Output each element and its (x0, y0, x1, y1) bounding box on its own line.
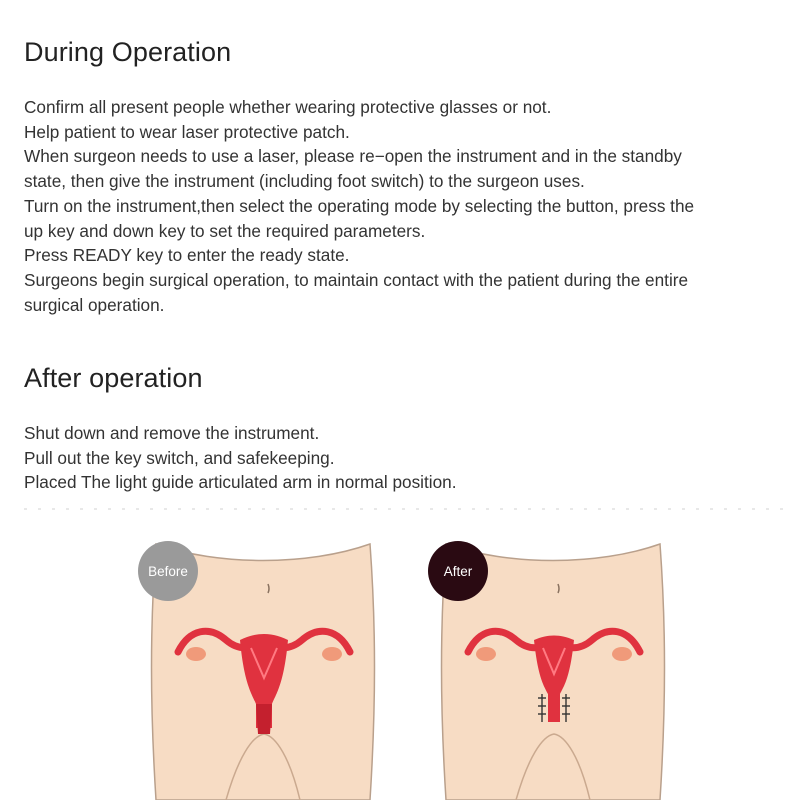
during-line: state, then give the instrument (including foot switch) to the surgeon uses. (24, 171, 585, 192)
after-operation-text (24, 421, 784, 495)
faint-divider (24, 508, 784, 510)
before-badge: Before (138, 541, 198, 601)
during-line: Press READY key to enter the ready state. (24, 245, 350, 266)
after-operation-title: After operation (24, 363, 203, 393)
during-line: Surgeons begin surgical operation, to maintain contact with the patient during the entire (24, 269, 689, 290)
during-line: Turn on the instrument,then select the operating mode by selecting the button, press the (24, 195, 695, 216)
after-line: Pull out the key switch, and safekeeping. (24, 447, 335, 468)
during-line: When surgeon needs to use a laser, please re−open the instrument and in the standby (24, 146, 682, 167)
during-line: surgical operation. (24, 294, 165, 315)
during-operation-text (24, 95, 784, 317)
during-line: up key and down key to set the required parameters. (24, 220, 426, 241)
during-operation-title: During Operation (24, 37, 232, 67)
after-line: Shut down and remove the instrument. (24, 423, 320, 443)
after-badge: After (428, 541, 488, 601)
during-line: Help patient to wear laser protective patch. (24, 121, 350, 142)
during-line: Confirm all present people whether wearing protective glasses or not. (24, 97, 552, 117)
after-line: Placed The light guide articulated arm in normal position. (24, 472, 457, 493)
